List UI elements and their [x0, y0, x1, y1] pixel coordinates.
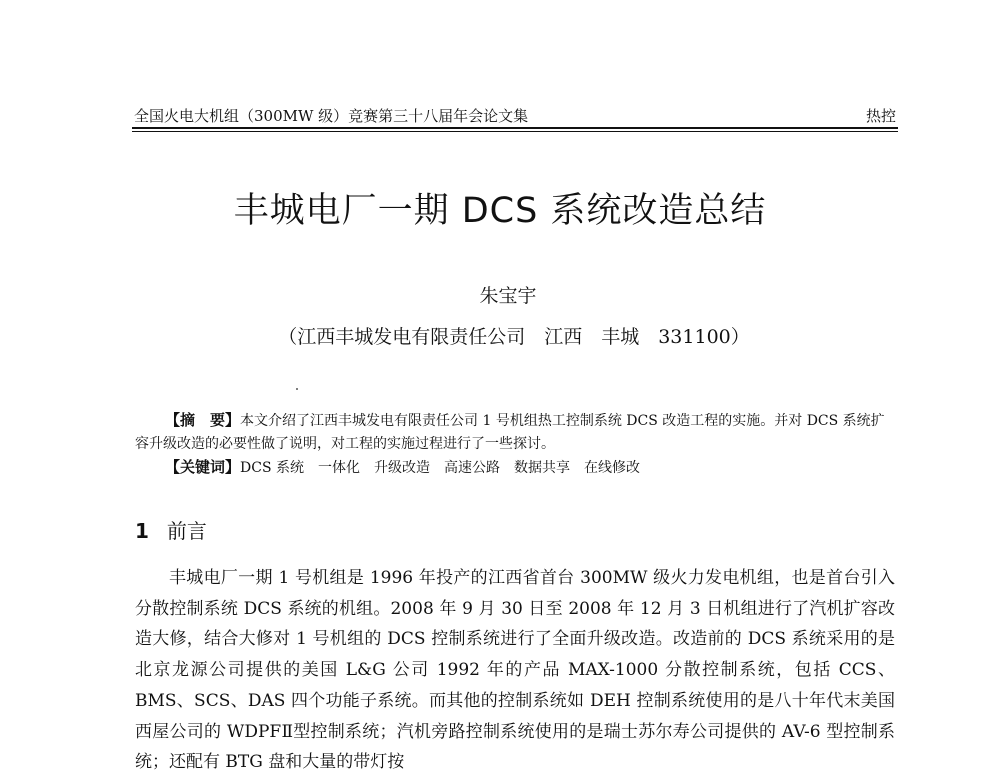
keywords-label: 【关键词】 — [165, 458, 241, 476]
section-number: 1 — [135, 519, 149, 543]
keywords-text: DCS 系统 一体化 升级改造 高速公路 数据共享 在线修改 — [240, 460, 640, 476]
abstract-label: 【摘 要】 — [165, 411, 241, 429]
section-title: 前言 — [166, 519, 207, 543]
abstract-block — [135, 409, 895, 480]
paper-title: 丰城电厂一期 DCS 系统改造总结 — [233, 191, 767, 231]
header-journal-title: 全国火电大机组（300MW 级）竞赛第三十八届年会论文集 — [134, 107, 529, 125]
body-text — [135, 563, 895, 778]
body-paragraph: 丰城电厂一期 1 号机组是 1996 年投产的江西省首台 300MW 级火力发电机组，也是首台引入分散控制系统 DCS 系统的机组。2008 年 9 月 30 日至 2008 年 12 月 3 日机组进行了汽机扩容改造大修，结合大修对 1 号机组的 DCS 控制系统进行了全面升级改造。改造前的 DCS 系统采用的是北京龙源公司提供的美国 L&G 公司 1992 年的产品 MAX-1000 分散控制系统，包括 CCS、BMS、SCS、DAS 四个功能子系统。而其他的控制系统如 DEH 控制系统使用的是八十年代末美国西屋公司的 WDPFⅡ型控制系统；汽机旁路控制系统使用的是瑞士苏尔寿公司提供的 AV-6 型控制系统；还配有 BTG 盘和大量的带灯按 — [135, 568, 895, 773]
keywords-paragraph — [135, 456, 895, 480]
header-rule-thick — [132, 127, 898, 129]
abstract-text: 本文介绍了江西丰城发电有限责任公司 1 号机组热工控制系统 DCS 改造工程的实施。并对 DCS 系统扩容升级改造的必要性做了说明，对工程的实施过程进行了一些探讨。 — [135, 413, 885, 452]
author-affiliation: （江西丰城发电有限责任公司 江西 丰城 331100） — [278, 326, 750, 348]
author-name: 朱宝宇 — [479, 285, 537, 307]
abstract-paragraph — [135, 409, 895, 456]
stray-dot — [296, 388, 298, 390]
header-section-label: 热控 — [865, 107, 896, 125]
section-heading — [135, 517, 207, 545]
header-rule-thin — [132, 131, 898, 132]
